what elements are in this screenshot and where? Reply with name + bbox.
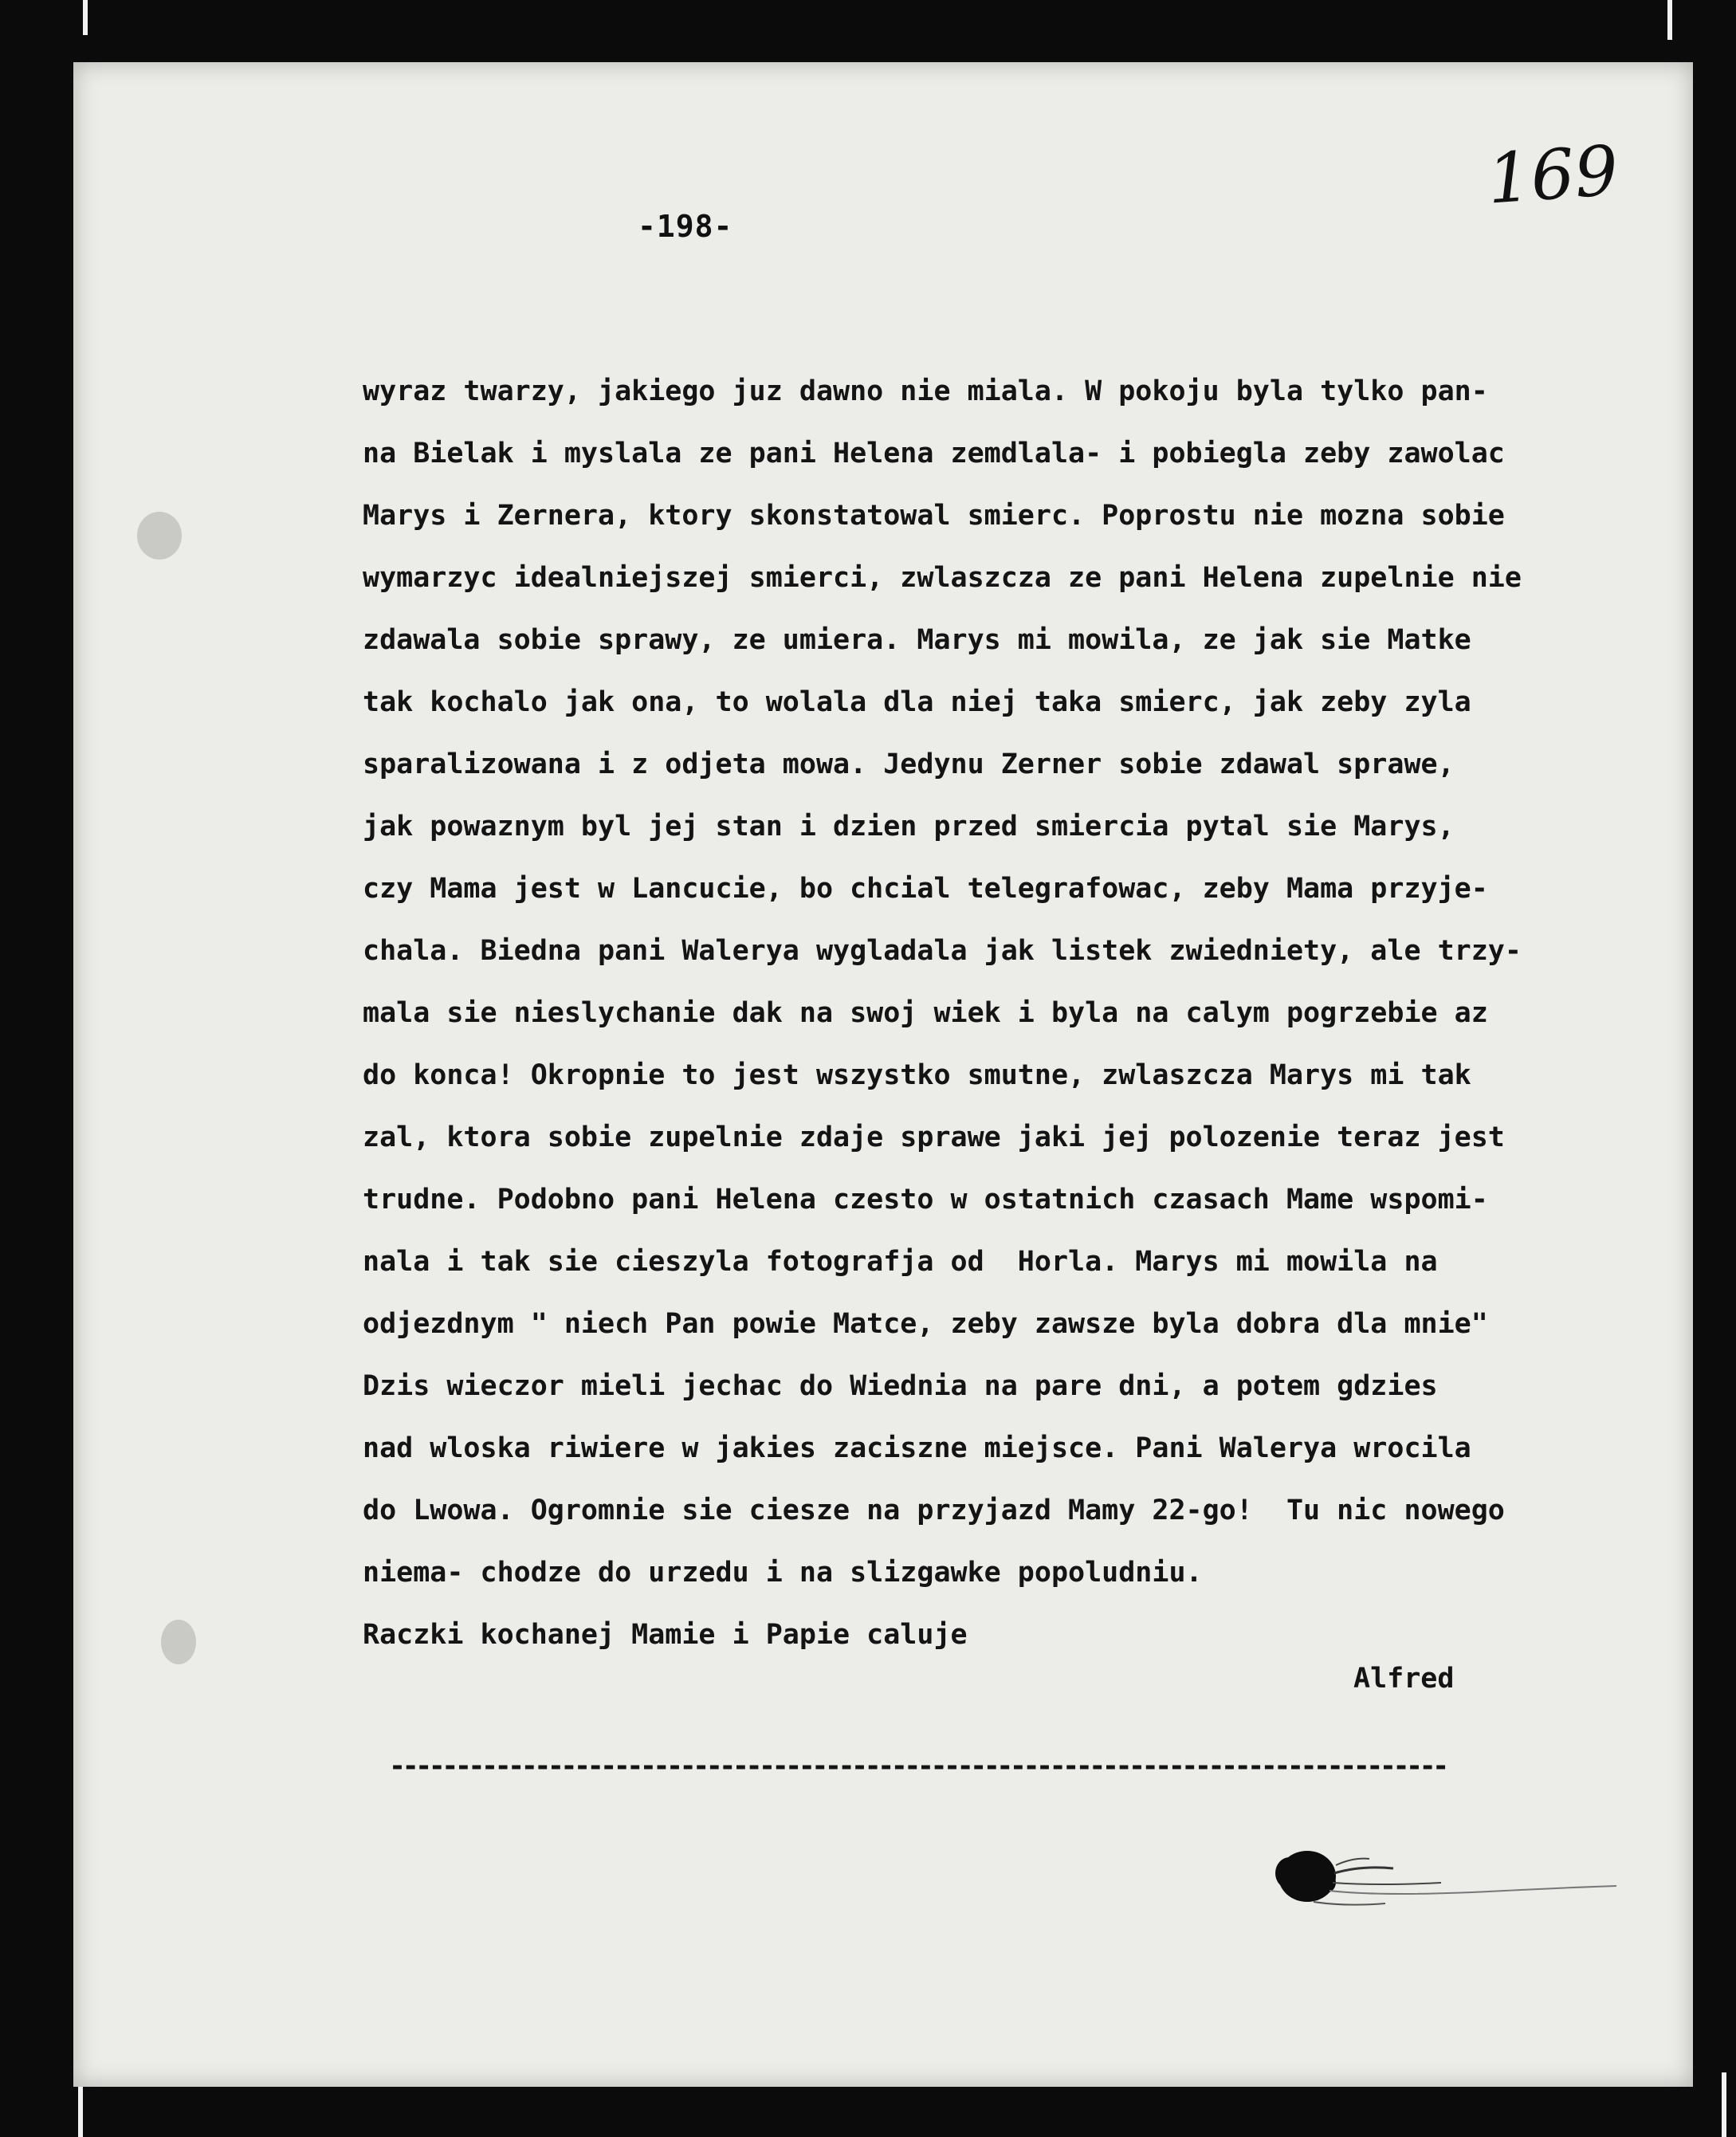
punch-hole-lower (161, 1620, 196, 1664)
text-line: trudne. Podobno pani Helena czesto w ostatnich czasach Mame wspomi- (363, 1184, 1488, 1216)
film-edge-mark-right (1667, 0, 1672, 40)
text-line: niema- chodze do urzedu i na slizgawke popoludniu. (363, 1557, 1203, 1589)
punch-hole-upper (137, 512, 182, 560)
text-line: Marys i Zernera, ktory skonstatowal smierc. Poprostu nie mozna sobie (363, 500, 1505, 532)
text-line: zal, ktora sobie zupelnie zdaje sprawe jaki jej polozenie teraz jest (363, 1122, 1505, 1153)
text-line: wyraz twarzy, jakiego juz dawno nie miala. W pokoju byla tylko pan- (363, 375, 1488, 407)
text-line: wymarzyc idealniejszej smierci, zwlaszcza ze pani Helena zupelnie nie (363, 562, 1522, 594)
text-line: sparalizowana i z odjeta mowa. Jedynu Zerner sobie zdawal sprawe, (363, 748, 1455, 780)
text-line: zdawala sobie sprawy, ze umiera. Marys mi mowila, ze jak sie Matke (363, 624, 1471, 656)
text-line: do Lwowa. Ogromnie sie ciesze na przyjazd Mamy 22-go! Tu nic nowego (363, 1495, 1505, 1526)
text-line: odjezdnym " niech Pan powie Matce, zeby zawsze byla dobra dla mnie" (363, 1308, 1488, 1340)
signature: Alfred (1353, 1663, 1455, 1695)
ink-blot-stain (1266, 1841, 1632, 1913)
archive-number-handwritten: 169 (1484, 131, 1621, 220)
text-line: nala i tak sie cieszyla fotografja od Horla. Marys mi mowila na (363, 1246, 1438, 1278)
film-edge-mark-bottom-right (1722, 2072, 1726, 2137)
letter-body (363, 360, 1522, 1666)
text-line: Dzis wieczor mieli jechac do Wiednia na pare dni, a potem gdzies (363, 1370, 1438, 1402)
page-number: -198- (638, 209, 733, 244)
text-line: tak kochalo jak ona, to wolala dla niej taka smierc, jak zeby zyla (363, 686, 1471, 718)
text-line: jak powaznym byl jej stan i dzien przed smiercia pytal sie Marys, (363, 811, 1455, 843)
text-line: nad wloska riwiere w jakies zaciszne miejsce. Pani Walerya wrocila (363, 1432, 1471, 1464)
text-line: czy Mama jest w Lancucie, bo chcial telegrafowac, zeby Mama przyje- (363, 873, 1488, 905)
film-edge-mark-left (83, 0, 88, 35)
text-line: na Bielak i myslala ze pani Helena zemdlala- i pobiegla zeby zawolac (363, 438, 1505, 469)
text-line: do konca! Okropnie to jest wszystko smutne, zwlaszcza Marys mi tak (363, 1059, 1471, 1091)
separator-line: -------------------------------------------------------------------------------- (389, 1750, 1446, 1782)
text-line: mala sie nieslychanie dak na swoj wiek i byla na calym pogrzebie az (363, 997, 1488, 1029)
text-line: Raczki kochanej Mamie i Papie caluje (363, 1619, 968, 1651)
text-line: chala. Biedna pani Walerya wygladala jak listek zwiedniety, ale trzy- (363, 935, 1522, 967)
